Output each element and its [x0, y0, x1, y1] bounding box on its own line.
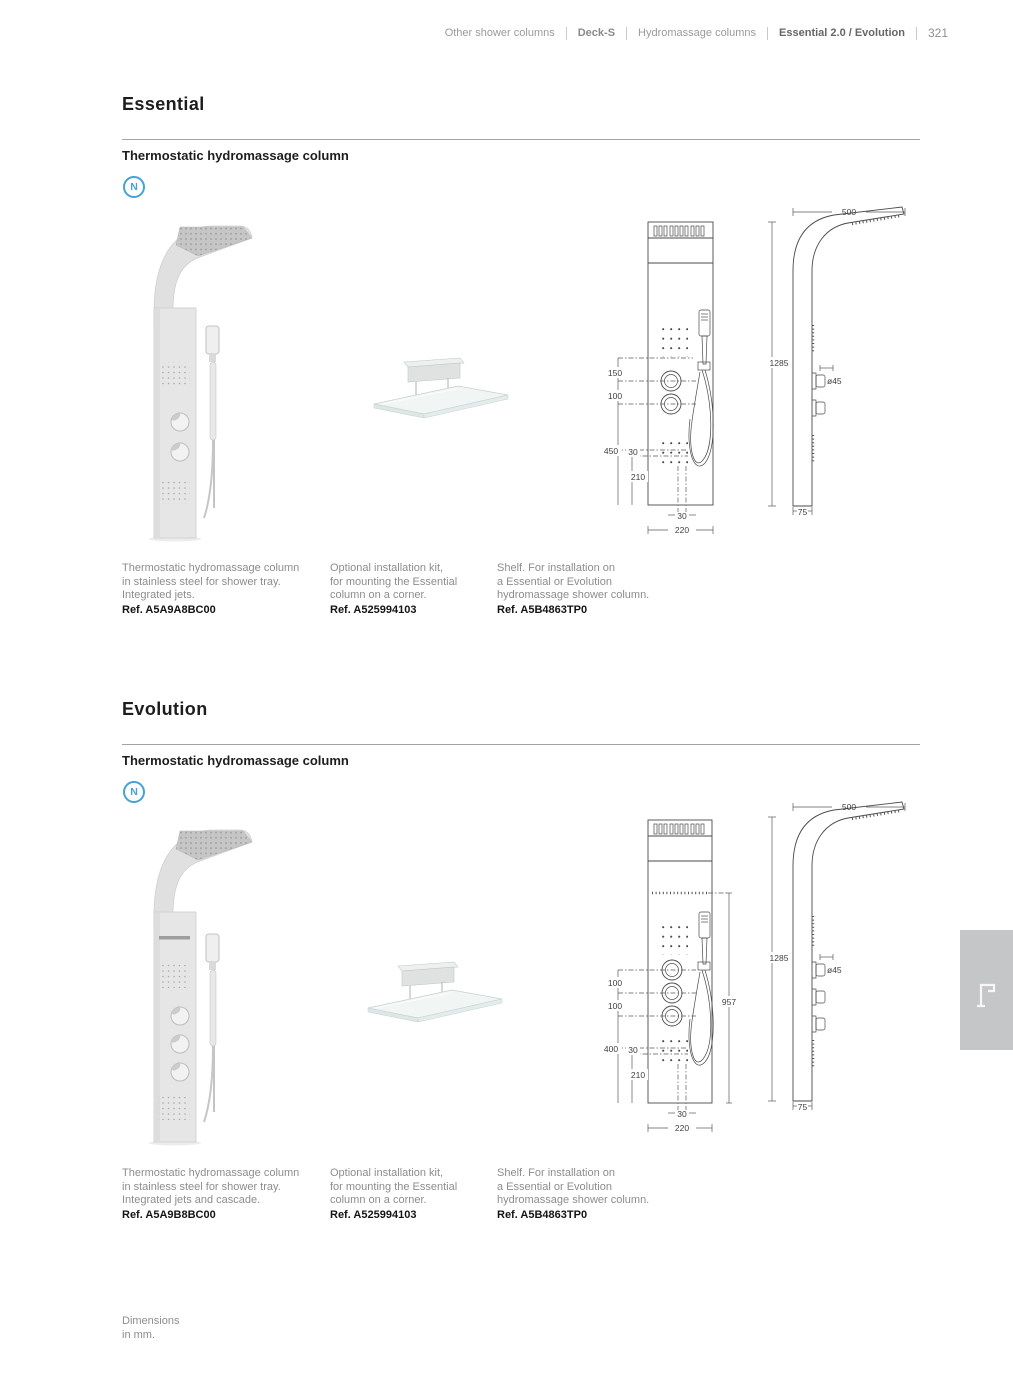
faucet-icon	[973, 972, 999, 1008]
description-line: Thermostatic hydromassage column	[122, 1167, 300, 1179]
jet-grid	[661, 326, 688, 357]
dimension-label: 150	[607, 368, 623, 378]
dimension-label: 30	[628, 1045, 638, 1055]
section-title: Evolution	[122, 699, 208, 719]
description-line: Shelf. For installation on	[497, 562, 616, 574]
new-badge-letter: N	[130, 786, 138, 798]
dimension-label: 220	[674, 1123, 690, 1133]
description-line: column on a corner.	[330, 1194, 427, 1206]
side-view-drawing	[766, 203, 914, 533]
product-description	[497, 1167, 692, 1222]
dimension-label: 450	[603, 446, 619, 456]
description-line: hydromassage shower column.	[497, 1194, 650, 1206]
breadcrumb-divider	[566, 27, 567, 40]
hand-shower-drawing	[689, 310, 713, 466]
breadcrumb-item: Other shower columns	[444, 27, 555, 39]
new-product-badge-icon	[123, 176, 145, 198]
shelf-photo	[362, 952, 507, 1032]
dimensions-note-line: in mm.	[122, 1328, 155, 1341]
ref-number: Ref. A5A9A8BC00	[122, 603, 216, 616]
product-description	[122, 562, 327, 617]
dimensions-note-line: Dimensions	[122, 1315, 180, 1327]
dimension-label: 957	[721, 997, 737, 1007]
dimension-label: 1285	[769, 953, 789, 963]
breadcrumb-item-current: Essential 2.0 / Evolution	[779, 27, 905, 39]
product-description	[330, 562, 495, 617]
description-line: hydromassage shower column.	[497, 589, 650, 601]
description-line: Shelf. For installation on	[497, 1167, 616, 1179]
description-line: Optional installation kit,	[330, 562, 444, 574]
shelf-photo	[368, 348, 513, 428]
dimension-label: 30	[628, 447, 638, 457]
product-description	[122, 1167, 327, 1222]
dimension-label: 210	[630, 1070, 646, 1080]
jet-grid	[661, 1033, 688, 1064]
dimension-label: ø45	[827, 376, 842, 386]
section-rule	[122, 139, 920, 140]
description-line: Integrated jets and cascade.	[122, 1194, 261, 1206]
breadcrumb	[445, 26, 948, 40]
product-description	[330, 1167, 495, 1222]
dimension-label: 210	[630, 472, 646, 482]
description-line: a Essential or Evolution	[497, 1180, 612, 1193]
description-line: Optional installation kit,	[330, 1167, 444, 1179]
jet-grid	[162, 362, 190, 388]
description-line: a Essential or Evolution	[497, 575, 612, 588]
jet-grid	[160, 478, 190, 504]
shower-head-grille	[654, 824, 704, 834]
jet-grid	[661, 435, 688, 466]
dimension-label: 75	[797, 507, 808, 517]
dimension-label: 100	[607, 1001, 623, 1011]
knob-side-drawing	[812, 962, 825, 1032]
description-line: for mounting the Essential	[330, 575, 458, 588]
dimension-label: 400	[603, 1044, 619, 1054]
section-rule	[122, 744, 920, 745]
ref-number: Ref. A5B4863TP0	[497, 1208, 588, 1221]
shower-column-photo	[140, 816, 260, 1146]
dimension-label: 30	[677, 511, 687, 521]
ref-number: Ref. A5A9B8BC00	[122, 1208, 216, 1221]
hand-shower-drawing	[689, 912, 713, 1065]
dimension-label: 220	[674, 525, 690, 535]
jet-grid	[158, 1094, 190, 1120]
breadcrumb-divider	[767, 27, 768, 40]
hand-shower-head	[206, 326, 219, 354]
jet-grid	[661, 924, 688, 955]
page-number: 321	[927, 26, 948, 40]
section-subtitle: Thermostatic hydromassage column	[122, 753, 349, 768]
dimension-label: 500	[841, 802, 857, 812]
ref-number: Ref. A525994103	[330, 1208, 417, 1221]
breadcrumb-item: Deck-S	[577, 27, 616, 39]
jet-grid	[162, 962, 190, 988]
ref-number: Ref. A5B4863TP0	[497, 603, 588, 616]
dimension-label: ø45	[827, 965, 842, 975]
breadcrumb-divider	[626, 27, 627, 40]
front-view-drawing	[598, 812, 746, 1152]
dimension-label: 500	[841, 207, 857, 217]
description-line: column on a corner.	[330, 589, 427, 601]
knob-side-drawing	[812, 373, 825, 416]
cascade-slot	[159, 936, 190, 940]
dimension-label: 1285	[769, 358, 789, 368]
shower-column-photo	[140, 212, 260, 542]
new-product-badge-icon	[123, 781, 145, 803]
description-line: for mounting the Essential	[330, 1180, 458, 1193]
shower-head-grille	[654, 226, 704, 236]
new-badge-letter: N	[130, 181, 138, 193]
hand-shower-head	[206, 934, 219, 962]
dimension-label: 75	[797, 1102, 808, 1112]
section-essential	[0, 94, 1013, 654]
description-line: Thermostatic hydromassage column	[122, 562, 300, 574]
ref-number: Ref. A525994103	[330, 603, 417, 616]
description-line: Integrated jets.	[122, 589, 195, 601]
dimension-label: 100	[607, 391, 623, 401]
product-description	[497, 562, 692, 617]
dimension-label: 100	[607, 978, 623, 988]
section-title: Essential	[122, 94, 205, 114]
description-line: in stainless steel for shower tray.	[122, 1180, 281, 1193]
breadcrumb-divider	[916, 27, 917, 40]
section-evolution	[0, 699, 1013, 1259]
breadcrumb-item: Hydromassage columns	[638, 27, 757, 39]
front-view-drawing	[598, 214, 746, 550]
description-line: in stainless steel for shower tray.	[122, 575, 281, 588]
side-view-drawing	[766, 798, 914, 1128]
dimension-label: 30	[677, 1109, 687, 1119]
section-subtitle: Thermostatic hydromassage column	[122, 148, 349, 163]
chapter-tab	[960, 930, 1013, 1050]
dimensions-note	[122, 1315, 179, 1342]
